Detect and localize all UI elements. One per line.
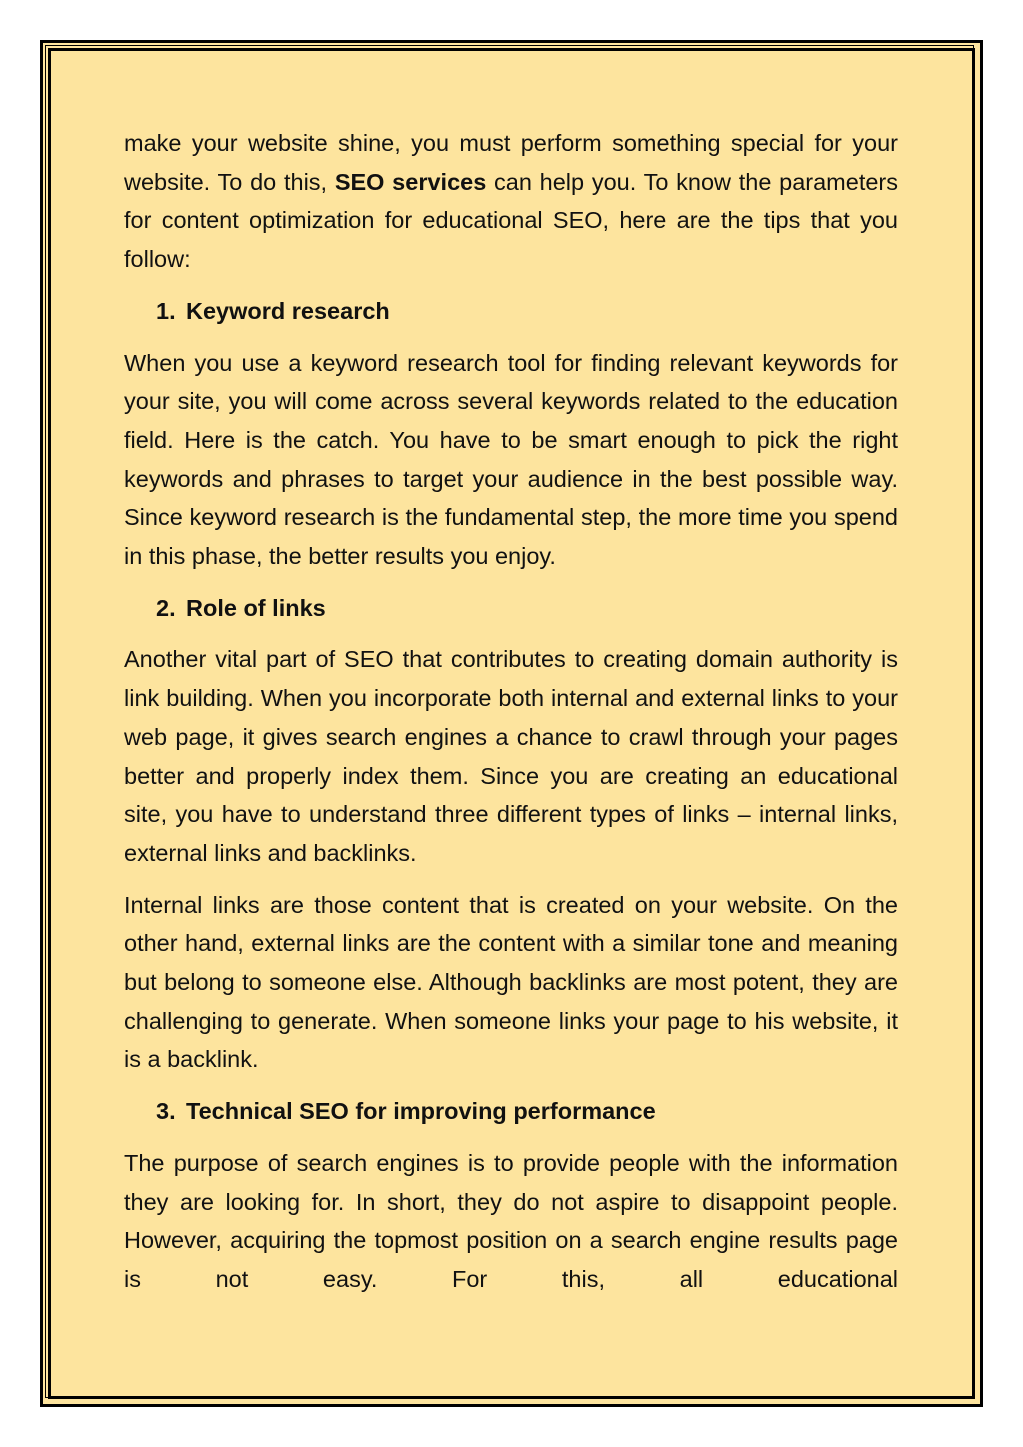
- section-title: Keyword research: [186, 297, 390, 324]
- role-of-links-paragraph-2: Internal links are those content that is created on your website. On the other hand, external links are the content with a similar tone and meaning but belong to someone else. Although backlinks are most potent, they are challenging to generate. When someone links your page to his website, it is a backlink.: [124, 891, 898, 1073]
- intro-paragraph: [124, 124, 898, 279]
- intro-text-end: can help you. To know the parameters for content optimization for educational SEO, here are the tips that you follow:: [124, 168, 898, 273]
- section-number: 3.: [156, 1098, 176, 1125]
- keyword-research-paragraph: When you use a keyword research tool for finding relevant keywords for your site, you will come across several keywords related to the education field. Here is the catch. You have to be smart enough to pick the right keywords and phrases to target your audience in the best possible way. Since keyword research is the fundamental step, the more time you spend in this phase, the better results you enjoy.: [124, 349, 898, 570]
- section-heading-keyword-research: [124, 292, 898, 331]
- seo-services-highlight: SEO services: [334, 168, 487, 195]
- section-heading-technical-seo: [124, 1092, 898, 1131]
- section-heading-role-of-links: [124, 589, 898, 628]
- technical-seo-paragraph: The purpose of search engines is to provide people with the information they are looking for. In short, they do not aspire to disappoint people. However, acquiring the topmost position on a search engine results page is not easy. For this, all educational: [124, 1149, 898, 1292]
- document-content: [124, 124, 898, 1312]
- intro-text-start: make your website shine, you must perform something special for your website. To do this,: [124, 130, 898, 195]
- section-number: 2.: [156, 594, 176, 621]
- section-number: 1.: [156, 297, 176, 324]
- role-of-links-paragraph-1: Another vital part of SEO that contributes to creating domain authority is link building. When you incorporate both internal and external links to your web page, it gives search engines a chance to crawl through your pages better and properly index them. Since you are creating an educational site, you have to understand three different types of links – internal links, external links and backlinks.: [124, 646, 898, 866]
- section-title: Technical SEO for improving performance: [186, 1098, 656, 1125]
- section-title: Role of links: [186, 594, 326, 621]
